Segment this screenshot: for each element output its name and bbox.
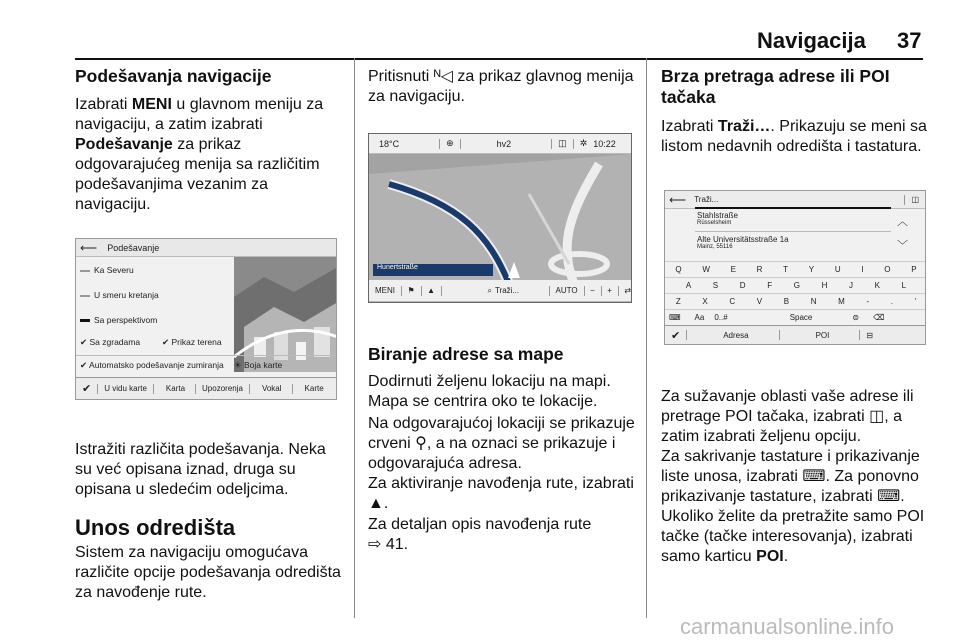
- input-underline: [695, 207, 891, 209]
- key[interactable]: D: [739, 281, 746, 290]
- heading-pick-from-map: Biranje adrese sa mape: [368, 344, 564, 364]
- gear-icon[interactable]: ✲: [579, 138, 588, 148]
- key[interactable]: Y: [808, 265, 815, 274]
- key[interactable]: J: [849, 281, 854, 290]
- navigate-arrow-icon: ▲: [368, 495, 384, 512]
- paragraph-settings: Izabrati MENI u glavnom meniju za navigaciju, a zatim izabrati Podešavanje za prikaz odgovarajućeg menija sa različitim podešavanjima vezanim za navigaciju.: [75, 96, 324, 213]
- search-tab-bar: [665, 325, 925, 345]
- tab-warnings[interactable]: Upozorenja: [202, 384, 243, 393]
- option-north-up[interactable]: Ka Severu: [80, 265, 134, 275]
- flag-icon[interactable]: ⚑: [407, 286, 415, 295]
- key[interactable]: R: [756, 265, 763, 274]
- heading-destination-input: Unos odredišta: [75, 515, 236, 540]
- checkbox-terrain[interactable]: ✔ Prikaz terena: [162, 337, 222, 347]
- key[interactable]: O: [884, 265, 891, 274]
- paragraph-destination: Sistem za navigaciju omogućava različite opcije podešavanja odredišta za navođenje rute.: [75, 544, 341, 601]
- nav-status-bar: [369, 134, 631, 154]
- nav-map-screenshot[interactable]: [368, 133, 632, 303]
- recent-destination[interactable]: Alte Universitätsstraße 1a Mainz, 55116: [697, 235, 789, 250]
- key[interactable]: B: [783, 297, 790, 306]
- back-arrow-icon[interactable]: ⟵: [80, 240, 98, 255]
- auto-zoom-button[interactable]: AUTO: [555, 286, 578, 295]
- paragraph-tap-map: Dodirnuti željenu lokaciju na mapi. Mapa se centrira oko te lokacije.: [368, 373, 611, 410]
- tab-maps[interactable]: Karte: [304, 384, 324, 393]
- column-divider: [646, 58, 647, 618]
- key[interactable]: K: [874, 281, 881, 290]
- key[interactable]: -: [866, 297, 870, 306]
- key[interactable]: L: [901, 281, 907, 290]
- paragraph-press-nav: Pritisnuti ᴺ◁ za prikaz glavnog menija za navigaciju.: [368, 68, 634, 105]
- book-icon: ◫: [869, 408, 885, 425]
- page-number: 37: [897, 28, 922, 53]
- paragraph-activate: Za aktiviranje navođenja rute, izabrati ▲.: [368, 475, 634, 512]
- menu-button[interactable]: MENI: [375, 286, 395, 295]
- key[interactable]: A: [685, 281, 692, 290]
- navigate-icon[interactable]: ▲: [427, 286, 435, 295]
- book-icon[interactable]: ◫: [558, 138, 567, 148]
- key[interactable]: N: [810, 297, 817, 306]
- street-label: Hunertstraße: [373, 264, 493, 276]
- tab-map-view[interactable]: U vidu karte: [104, 384, 147, 393]
- reference-arrow-icon: ⇨: [368, 536, 382, 553]
- key[interactable]: V: [756, 297, 763, 306]
- nav-bottom-bar: [369, 280, 631, 302]
- temperature: 18°C: [379, 138, 400, 149]
- key[interactable]: X: [702, 297, 708, 306]
- route-icon[interactable]: ⇄: [624, 286, 632, 295]
- zoom-out-icon[interactable]: −: [590, 286, 595, 295]
- key[interactable]: .: [890, 297, 893, 306]
- search-icon[interactable]: ⌕: [487, 285, 492, 295]
- key[interactable]: I: [861, 265, 864, 274]
- nav-arrow-icon: ᴺ◁: [433, 68, 453, 85]
- checkbox-buildings[interactable]: ✔ Sa zgradama: [80, 337, 141, 347]
- keyboard-show-icon: ⌨: [877, 488, 901, 505]
- keyboard-hide-icon: ⌨: [802, 468, 826, 485]
- search-field[interactable]: Traži...: [694, 195, 719, 204]
- key[interactable]: C: [729, 297, 736, 306]
- keyboard: [665, 261, 926, 325]
- key[interactable]: S: [712, 281, 719, 290]
- key[interactable]: M: [838, 297, 845, 306]
- space-key[interactable]: Space: [789, 313, 813, 322]
- paragraph-explore: Istražiti različita podešavanja. Neka su već opisana iznad, druga su opisana u sledećim odeljcima.: [75, 441, 326, 498]
- check-icon[interactable]: ✔: [82, 383, 92, 395]
- map-book-icon[interactable]: ◫: [911, 195, 919, 204]
- key[interactable]: E: [730, 265, 736, 274]
- settings-screen-title: Podešavanje: [107, 242, 160, 253]
- key[interactable]: P: [911, 265, 917, 274]
- current-street: hv2: [496, 138, 512, 149]
- option-heading-up[interactable]: U smeru kretanja: [80, 290, 159, 300]
- map-color-button[interactable]: ☀ Boja karte: [234, 360, 283, 370]
- tab-address[interactable]: Adresa: [723, 330, 749, 340]
- divider: [695, 231, 891, 232]
- key[interactable]: F: [767, 281, 773, 290]
- header-title: Navigacija: [757, 28, 866, 53]
- key[interactable]: G: [793, 281, 800, 290]
- watermark: carmanualsonline.info: [680, 614, 895, 639]
- location-pin-icon: ⚲: [415, 435, 427, 452]
- recent-destination[interactable]: Stahlstraße Rüsselsheim: [697, 211, 738, 226]
- keyboard-hide-icon[interactable]: ⌨: [669, 313, 681, 322]
- key[interactable]: ': [914, 297, 917, 306]
- chevron-down-icon[interactable]: ﹀: [897, 240, 908, 252]
- heading-navigation-settings: Podešavanja navigacije: [75, 66, 272, 86]
- paragraph-narrow-search: Za sužavanje oblasti vaše adrese ili pretrage POI tačaka, izabrati ◫, a zatim izabrati željenu opciju.: [661, 388, 914, 445]
- language-icon[interactable]: ⊜: [852, 313, 860, 322]
- paragraph-hide-keyboard: Za sakrivanje tastature i prikazivanje liste unosa, izabrati ⌨. Za ponovno prikazivanje tastature, izabrati ⌨.: [661, 448, 920, 505]
- clock: 10:22: [593, 138, 616, 149]
- paragraph-details: Za detaljan opis navođenja rute ⇨ 41.: [368, 516, 592, 553]
- key[interactable]: W: [702, 265, 710, 274]
- sun-icon: ☀: [234, 360, 242, 370]
- back-arrow-icon[interactable]: ⟵: [669, 192, 687, 207]
- divider: [76, 355, 337, 356]
- search-screenshot: [664, 190, 926, 345]
- backspace-icon[interactable]: ⌫: [873, 313, 885, 322]
- header-rule: [75, 58, 923, 60]
- key[interactable]: T: [783, 265, 789, 274]
- settings-tab-bar: [76, 377, 336, 400]
- tab-map[interactable]: Karta: [165, 384, 186, 393]
- paragraph-search: Izabrati Traži…. Prikazuju se meni sa listom nedavnih odredišta i tastatura.: [661, 118, 927, 155]
- chevron-up-icon[interactable]: ︿: [897, 216, 908, 228]
- heading-quick-search: Brza pretraga adrese ili POI tačaka: [661, 66, 890, 107]
- case-key[interactable]: Aa: [694, 313, 705, 322]
- filter-icon[interactable]: ⊟: [866, 330, 874, 340]
- column-divider: [354, 58, 355, 618]
- tab-poi[interactable]: POI: [815, 330, 830, 340]
- key[interactable]: Q: [675, 265, 682, 274]
- option-perspective[interactable]: Sa perspektivom: [80, 315, 157, 325]
- check-icon[interactable]: ✔: [671, 329, 681, 342]
- paragraph-poi-only: Ukoliko želite da pretražite samo POI tačke (tačke interesovanja), izabrati samo karticu POI.: [661, 508, 925, 565]
- checkbox-auto-zoom[interactable]: ✔ Automatsko podešavanje zumiranja: [80, 360, 224, 370]
- settings-screenshot: [75, 238, 337, 400]
- search-button[interactable]: Traži...: [494, 286, 520, 295]
- paragraph-pin: Na odgovarajućoj lokaciji se prikazuje crveni ⚲, a na oznaci se prikazuje i odgovarajuća adresa.: [368, 415, 635, 472]
- key[interactable]: U: [834, 265, 841, 274]
- globe-icon[interactable]: ⊕: [446, 138, 454, 148]
- key[interactable]: H: [821, 281, 828, 290]
- zoom-in-icon[interactable]: +: [607, 286, 612, 295]
- tab-voice[interactable]: Vokal: [261, 384, 282, 393]
- numbers-key[interactable]: 0..#: [714, 313, 728, 322]
- key[interactable]: Z: [675, 297, 681, 306]
